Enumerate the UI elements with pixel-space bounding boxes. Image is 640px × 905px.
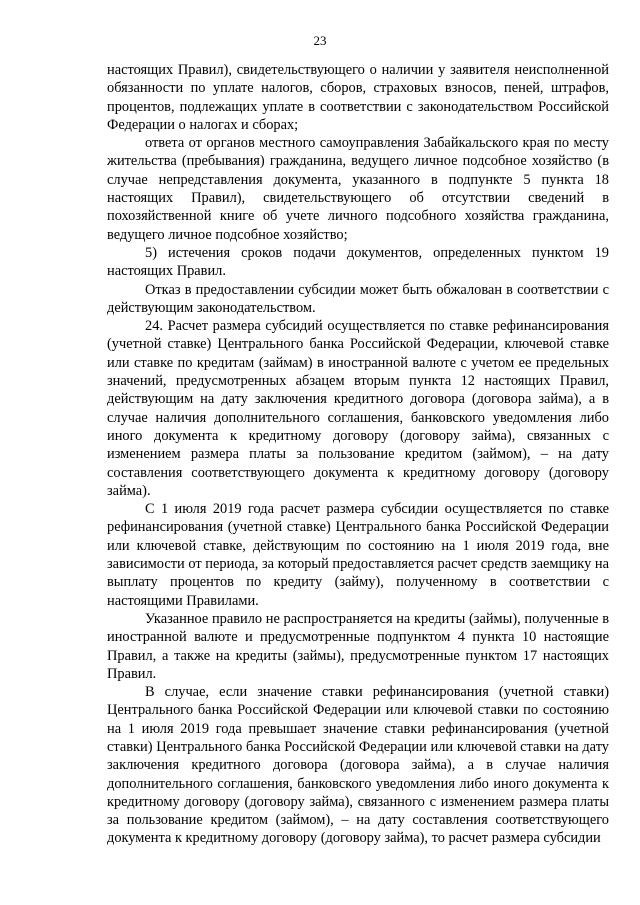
paragraph-local-authority-response: ответа от органов местного самоуправления Забайкальского края по месту жительства (пребывания) гражданина, ведущего личное подсобное хозяйство (в случае непредставления документа, указанного в подпункте 5 пункта 18 настоящих Правил), свидетельствующего об отсутствии сведений в похозяйственной книге об учете личного подсобного хозяйства гражданина, ведущего личное подсобное хозяйство; <box>107 135 609 243</box>
document-body <box>107 61 609 848</box>
page-number: 23 <box>313 33 327 48</box>
paragraph-continuation: настоящих Правил), свидетельствующего о наличии у заявителя неисполненной обязанности по уплате налогов, сборов, страховых взносов, пеней, штрафов, процентов, подлежащих уплате в соответствии с законодательством Российской Федерации о налогах и сборах; <box>107 62 609 133</box>
paragraph-july-2019-calculation: С 1 июля 2019 года расчет размера субсидии осуществляется по ставке рефинансирования (учетной ставке) Центрального банка Российской Федерации или ключевой ставке, действующим по состоянию на 1 июля 2019 года, вне зависимости от периода, за который предоставляется расчет средств заемщику на выплату процентов по кредиту (займу), полученному в соответствии с настоящими Правилами. <box>107 501 609 609</box>
paragraph-refusal-appeal: Отказ в предоставлении субсидии может быть обжалован в соответствии с действующим законодательством. <box>107 281 609 316</box>
paragraph-rate-exceeds-case: В случае, если значение ставки рефинансирования (учетной ставки) Центрального банка Российской Федерации или ключевой ставки по состоянию на 1 июля 2019 года превышает значение ставки рефинансирования (учетной ставки) Центрального банка Российской Федерации или ключевой ставки на дату заключения кредитного договора (договора займа), а в случае наличия дополнительного соглашения, банковского уведомления либо иного документа к кредитному договору (договору займа), связанного с изменением размера платы за пользование кредитом (займом), – на дату составления соответствующего документа к кредитному договору (договору займа), то расчет размера субсидии <box>107 684 609 847</box>
paragraph-item-5: 5) истечения сроков подачи документов, определенных пунктом 19 настоящих Правил. <box>107 244 609 280</box>
paragraph-clause-24: 24. Расчет размера субсидий осуществляется по ставке рефинансирования (учетной ставке) Центрального банка Российской Федерации, ключевой ставке или ставке по кредитам (займам) в иностранной валюте с учетом ее предельных значений, предусмотренных абзацем вторым пункта 12 настоящих Правил, действующим на дату заключения кредитного договора (договора займа), а в случае наличия дополнительного соглашения, банковского уведомления либо иного документа к кредитному договору (договору займа), связанных с изменением размера платы за пользование кредитом (займом), – на дату составления соответствующего документа к кредитному договору (договору займа). <box>107 318 609 499</box>
paragraph-rule-exceptions: Указанное правило не распространяется на кредиты (займы), полученные в иностранной валюте и предусмотренные подпунктом 4 пункта 10 настоящие Правил, а также на кредиты (займы), предусмотренные пунктом 17 настоящих Правил. <box>107 610 609 682</box>
